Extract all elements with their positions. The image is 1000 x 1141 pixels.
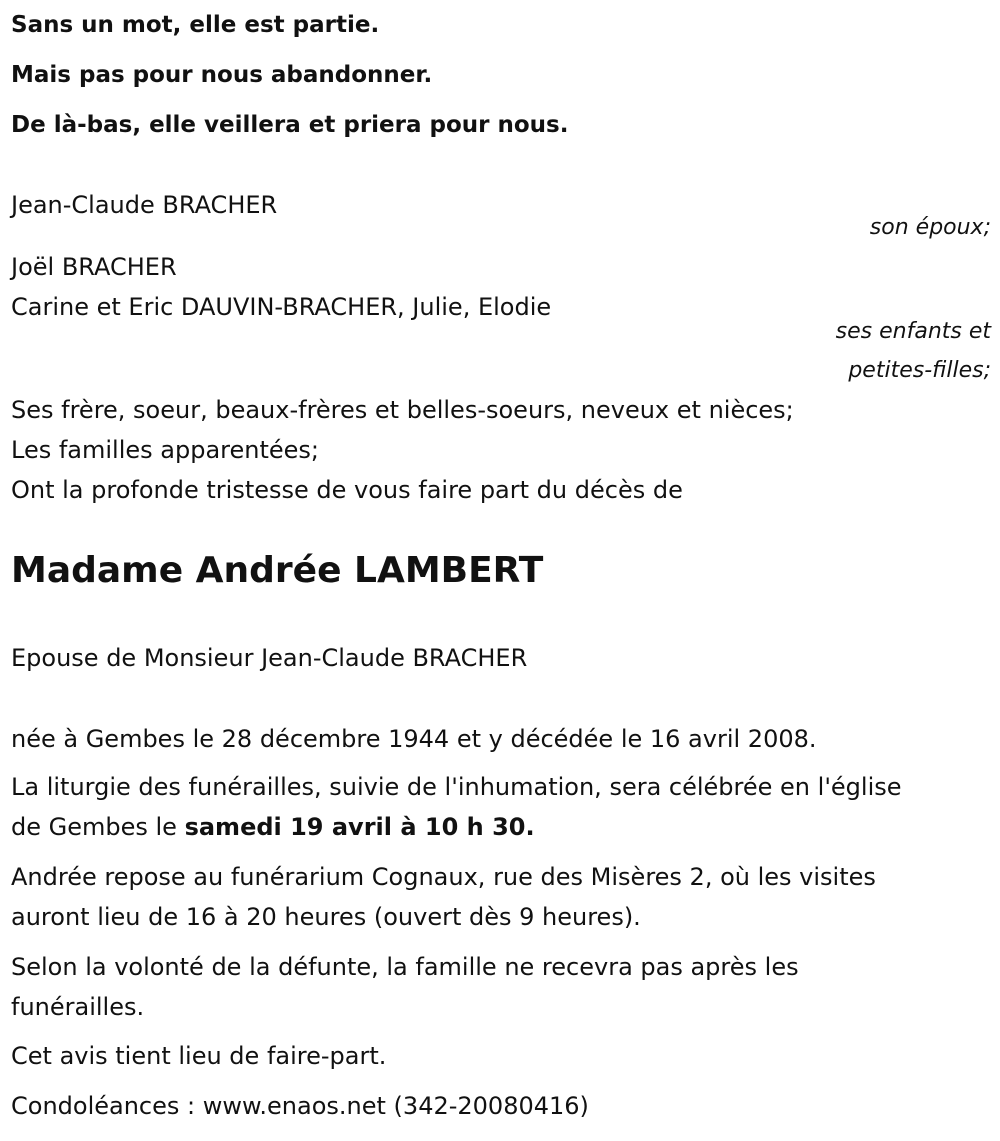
condolences-line: Condoléances : www.enaos.net (342-20080416) xyxy=(11,1092,589,1120)
repose-line-2: auront lieu de 16 à 20 heures (ouvert dès 9 heures). xyxy=(11,903,641,931)
poem-line-2: Mais pas pour nous abandonner. xyxy=(11,62,433,88)
funeral-line-2-prefix: de Gembes le xyxy=(11,813,185,841)
poem-line-3: De là-bas, elle veillera et priera pour nous. xyxy=(11,112,569,138)
children-role-line-1: ses enfants et xyxy=(835,319,991,344)
obituary-notice xyxy=(11,0,991,1141)
repose-line-1: Andrée repose au funérarium Cognaux, rue des Misères 2, où les visites xyxy=(11,863,876,891)
funeral-line-1: La liturgie des funérailles, suivie de l'inhumation, sera célébrée en l'église xyxy=(11,773,902,801)
poem-line-1: Sans un mot, elle est partie. xyxy=(11,12,380,38)
wish-line-1: Selon la volonté de la défunte, la famille ne recevra pas après les xyxy=(11,953,799,981)
birth-death-line: née à Gembes le 28 décembre 1944 et y décédée le 16 avril 2008. xyxy=(11,725,817,753)
spouse-name: Jean-Claude BRACHER xyxy=(11,191,278,219)
siblings-line: Ses frère, soeur, beaux-frères et belles-soeurs, neveux et nièces; xyxy=(11,396,794,424)
deceased-spouse-of: Epouse de Monsieur Jean-Claude BRACHER xyxy=(11,644,528,672)
child-name-2: Carine et Eric DAUVIN-BRACHER, Julie, Elodie xyxy=(11,293,552,321)
funeral-date-time: samedi 19 avril à 10 h 30. xyxy=(184,813,535,841)
notice-line: Cet avis tient lieu de faire-part. xyxy=(11,1042,387,1070)
funeral-line-2 xyxy=(11,812,535,842)
relatives-line: Les familles apparentées; xyxy=(11,436,320,464)
deceased-name: Madame Andrée LAMBERT xyxy=(11,550,544,591)
announcement-line: Ont la profonde tristesse de vous faire part du décès de xyxy=(11,476,683,504)
wish-line-2: funérailles. xyxy=(11,993,145,1021)
spouse-role: son époux; xyxy=(869,215,991,240)
children-role-line-2: petites-filles; xyxy=(848,358,991,383)
child-name-1: Joël BRACHER xyxy=(11,253,177,281)
